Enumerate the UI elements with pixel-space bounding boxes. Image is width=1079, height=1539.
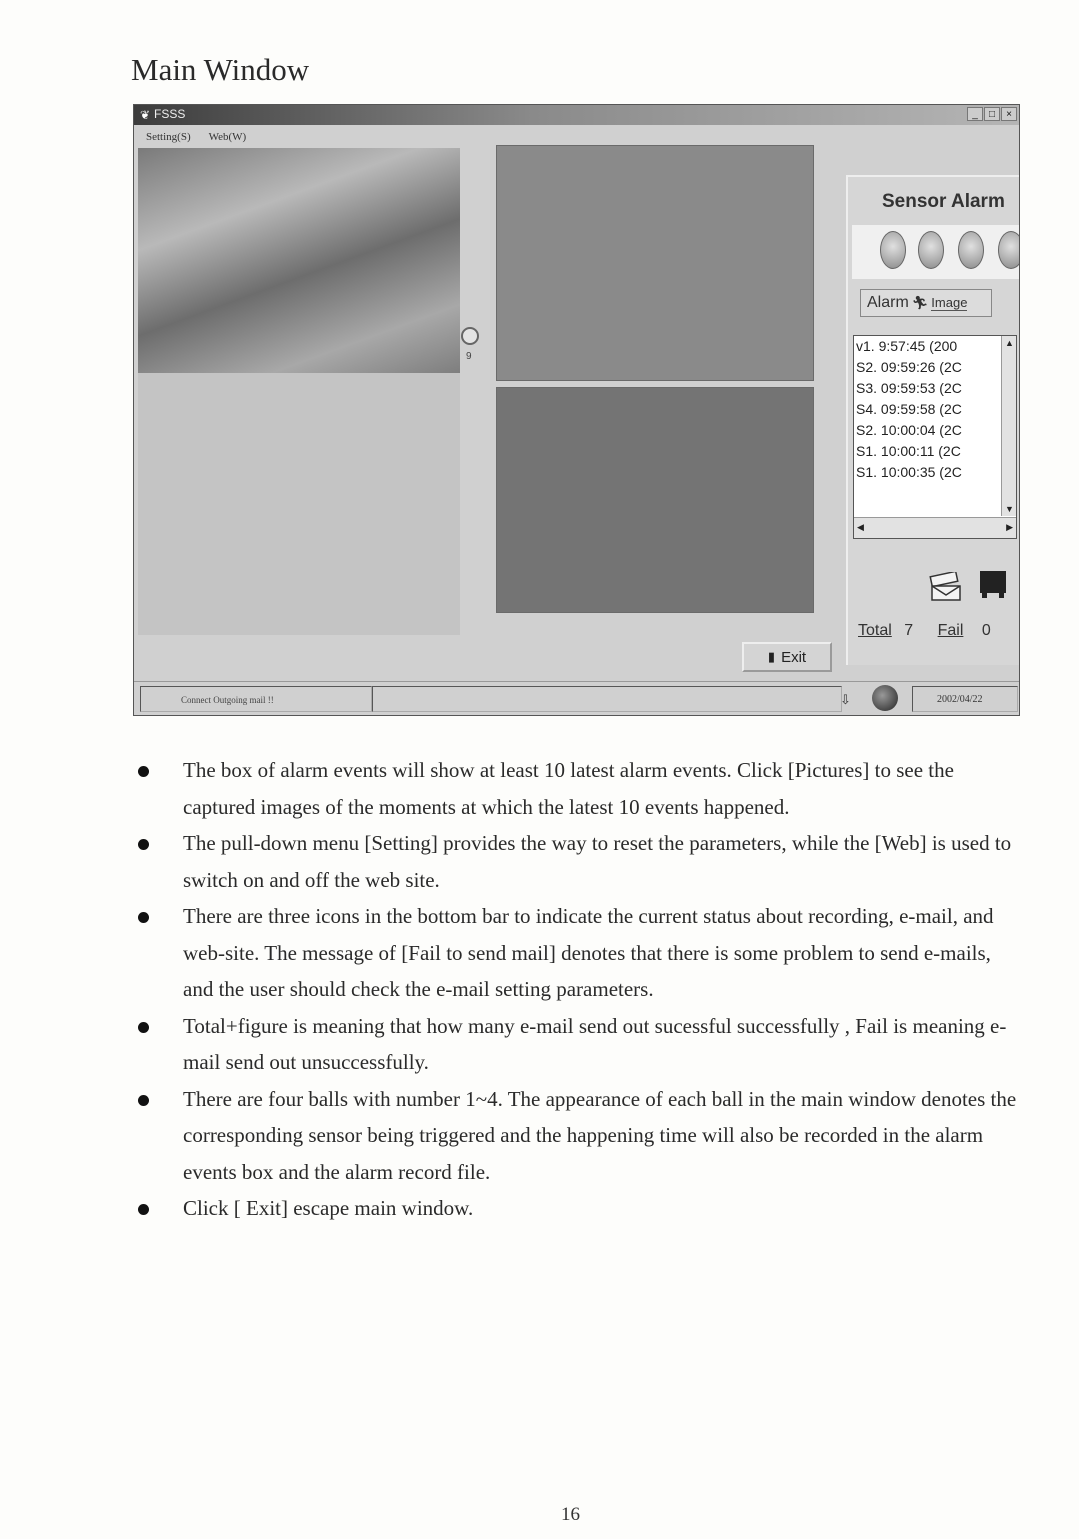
exit-icon: ▮: [767, 649, 776, 664]
sensor-ball-1: [880, 231, 906, 269]
sensor-indicator-label: 9: [466, 351, 472, 362]
maximize-button[interactable]: □: [984, 107, 1000, 121]
close-button[interactable]: ×: [1001, 107, 1017, 121]
fail-label: Fail: [937, 622, 964, 639]
recording-icon: ⇩: [840, 692, 851, 707]
image-label: Image: [931, 295, 968, 310]
scroll-right-icon[interactable]: ▶: [1006, 522, 1013, 532]
sensor-indicator-icon: [461, 327, 479, 345]
video-frame-top: [496, 145, 814, 381]
event-item[interactable]: S4. 09:59:58 (2C: [856, 401, 962, 417]
app-title: FSSS: [154, 107, 186, 121]
scroll-up-icon[interactable]: ▲: [1005, 338, 1014, 348]
vertical-scrollbar[interactable]: [1001, 336, 1016, 516]
page-number: 16: [561, 1504, 580, 1525]
bullet-item: The pull-down menu [Setting] provides the way to reset the parameters, while the [Web] is used to switch on and off the web site.: [138, 825, 1018, 898]
alarm-event-list[interactable]: [853, 335, 1017, 539]
sensor-balls: [852, 225, 1020, 279]
event-item[interactable]: S3. 09:59:53 (2C: [856, 380, 962, 396]
status-message: Connect Outgoing mail !!: [140, 686, 372, 712]
running-man-icon: 🏃︎: [911, 295, 929, 310]
sensor-title: Sensor Alarm: [882, 191, 1005, 212]
printer-icon: [978, 565, 1008, 599]
sensor-ball-3: [958, 231, 984, 269]
bullet-item: There are four balls with number 1~4. The appearance of each ball in the main window denotes the corresponding sensor being triggered and the happening time will also be recorded in the alarm events box and the alarm record file.: [138, 1081, 1018, 1191]
menu-setting[interactable]: Setting(S): [146, 131, 191, 143]
alarm-label: Alarm: [867, 294, 909, 311]
envelope-icon: [928, 572, 964, 602]
sensor-ball-2: [918, 231, 944, 269]
bullet-item: The box of alarm events will show at least 10 latest alarm events. Click [Pictures] to see the captured images of the moments at which the latest 10 events happened.: [138, 752, 1018, 825]
app-icon: ❦: [140, 108, 151, 122]
status-date: 2002/04/22: [912, 686, 1018, 712]
video-frame-bottom: [496, 387, 814, 613]
event-item[interactable]: S2. 10:00:04 (2C: [856, 422, 962, 438]
scroll-down-icon[interactable]: ▼: [1005, 504, 1014, 514]
globe-icon: [872, 685, 898, 711]
camera-view: [138, 148, 460, 373]
alarm-image-button[interactable]: [860, 289, 992, 317]
bullet-item: Total+figure is meaning that how many e-mail send out sucessful successfully , Fail is meaning e-mail send out unsuccessfully.: [138, 1008, 1018, 1081]
exit-label: Exit: [781, 648, 807, 666]
event-item[interactable]: S1. 10:00:35 (2C: [856, 464, 962, 480]
status-bar: [134, 681, 1019, 716]
scroll-left-icon[interactable]: ◀: [857, 522, 864, 532]
event-item[interactable]: S1. 10:00:11 (2C: [856, 443, 961, 459]
sensor-panel: [846, 175, 1020, 665]
status-panel: [372, 686, 842, 712]
exit-button[interactable]: [742, 642, 832, 672]
event-item[interactable]: v1. 9:57:45 (200: [856, 338, 958, 354]
mail-totals: [858, 622, 991, 640]
sensor-ball-4: [998, 231, 1020, 269]
fail-value: 0: [981, 622, 991, 639]
bullet-item: Click [ Exit] escape main window.: [138, 1190, 1018, 1227]
camera-background: [138, 373, 460, 635]
menu-web[interactable]: Web(W): [208, 131, 247, 143]
window-controls: [967, 107, 1017, 121]
page-title: Main Window: [131, 52, 310, 87]
total-label: Total: [858, 622, 892, 639]
title-bar: [134, 105, 1019, 125]
app-screenshot-window: [133, 104, 1020, 716]
bullet-list: [138, 752, 1018, 1227]
total-value: 7: [904, 622, 914, 639]
event-item[interactable]: S2. 09:59:26 (2C: [856, 359, 962, 375]
horizontal-scrollbar[interactable]: [854, 517, 1016, 538]
minimize-button[interactable]: _: [967, 107, 983, 121]
bullet-item: There are three icons in the bottom bar to indicate the current status about recording, e-mail, and web-site. The message of [Fail to send mail] denotes that there is some problem to send e-mails, and the user should check the e-mail setting parameters.: [138, 898, 1018, 1008]
